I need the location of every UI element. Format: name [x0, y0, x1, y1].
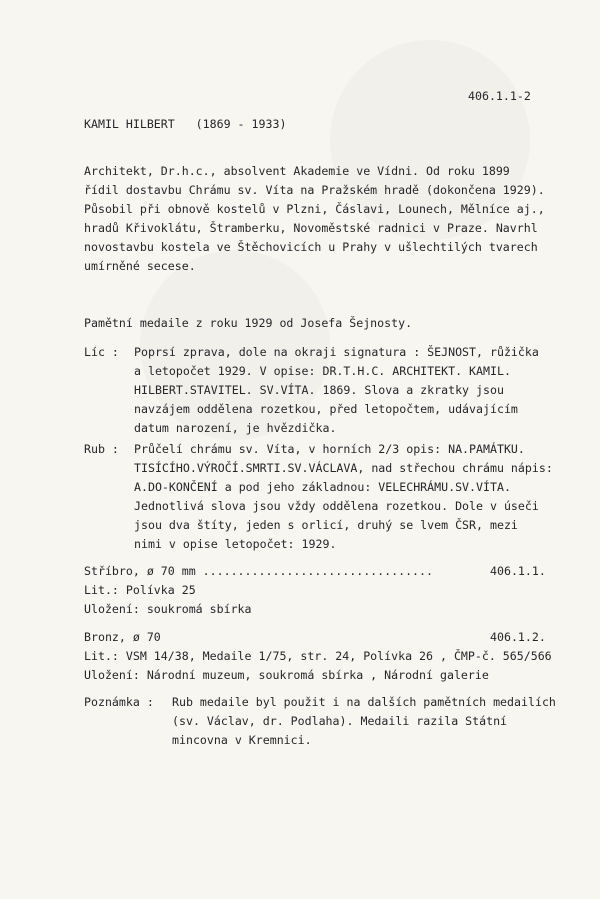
bio-line: novostavbu kostela ve Štěchovicích u Prahy v ušlechtilých tvarech [84, 240, 538, 254]
bio-line: Architekt, Dr.h.c., absolvent Akademie ve Vídni. Od roku 1899 [84, 164, 510, 178]
bronze-catalog-number: 406.1.2. [490, 630, 546, 644]
reverse-line: TISÍCÍHO.VÝROČÍ.SMRTI.SV.VÁCLAVA, nad střechou chrámu nápis: [134, 461, 553, 475]
bio-line: umírněné secese. [84, 259, 196, 273]
silver-literature: Lit.: Polívka 25 [84, 583, 196, 597]
reverse-label: Rub : [84, 442, 119, 456]
obverse-label: Líc : [84, 345, 119, 359]
reference-number: 406.1.1-2 [468, 89, 531, 103]
silver-location: Uložení: soukromá sbírka [84, 602, 252, 616]
silver-line: Stříbro, ø 70 mm ................................. [84, 564, 434, 578]
note-line: Rub medaile byl použit i na dalších pamětních medailích [172, 695, 556, 709]
obverse-line: HILBERT.STAVITEL. SV.VÍTA. 1869. Slova a zkratky jsou [134, 383, 504, 397]
note-line: mincovna v Kremnici. [172, 733, 312, 747]
note-line: (sv. Václav, dr. Podlaha). Medaili razila Státní [172, 714, 508, 728]
bronze-literature: Lit.: VSM 14/38, Medaile 1/75, str. 24, Polívka 26 , ČMP-č. 565/566 [84, 649, 552, 663]
obverse-line: a letopočet 1929. V opise: DR.T.H.C. ARCHITEKT. KAMIL. [134, 364, 511, 378]
bio-line: řídil dostavbu Chrámu sv. Víta na Pražském hradě (dokončena 1929). [84, 183, 545, 197]
reverse-line: Průčelí chrámu sv. Víta, v horních 2/3 opis: NA.PAMÁTKU. [134, 442, 525, 456]
obverse-line: Poprsí zprava, dole na okraji signatura : ŠEJNOST, růžička [134, 345, 539, 359]
reverse-line: Jednotlivá slova jsou vždy oddělena rozetkou. Dole v úseči [134, 499, 539, 513]
obverse-line: datum narození, je hvězdička. [134, 421, 337, 435]
reverse-line: jsou dva štíty, jeden s orlicí, druhý se lvem ČSR, mezi [134, 518, 518, 532]
reverse-line: nimi v opise letopočet: 1929. [134, 537, 337, 551]
bronze-line: Bronz, ø 70 [84, 630, 161, 644]
silver-catalog-number: 406.1.1. [490, 564, 546, 578]
bronze-location: Uložení: Národní muzeum, soukromá sbírka , Národní galerie [84, 668, 489, 682]
medal-title: Pamětní medaile z roku 1929 od Josefa Šejnosty. [84, 316, 413, 330]
obverse-line: navzájem oddělena rozetkou, před letopočtem, udávajícím [134, 402, 518, 416]
note-label: Poznámka : [84, 695, 154, 709]
reverse-line: A.DO-KONČENÍ a pod jeho základnou: VELECHRÁMU.SV.VÍTA. [134, 480, 511, 494]
bio-line: Působil při obnově kostelů v Plzni, Čáslavi, Lounech, Mělníce aj., [84, 202, 545, 216]
bio-line: hradů Křivoklátu, Štramberku, Novoměstské radnici v Praze. Navrhl [84, 221, 538, 235]
heading: KAMIL HILBERT (1869 - 1933) [84, 117, 287, 131]
